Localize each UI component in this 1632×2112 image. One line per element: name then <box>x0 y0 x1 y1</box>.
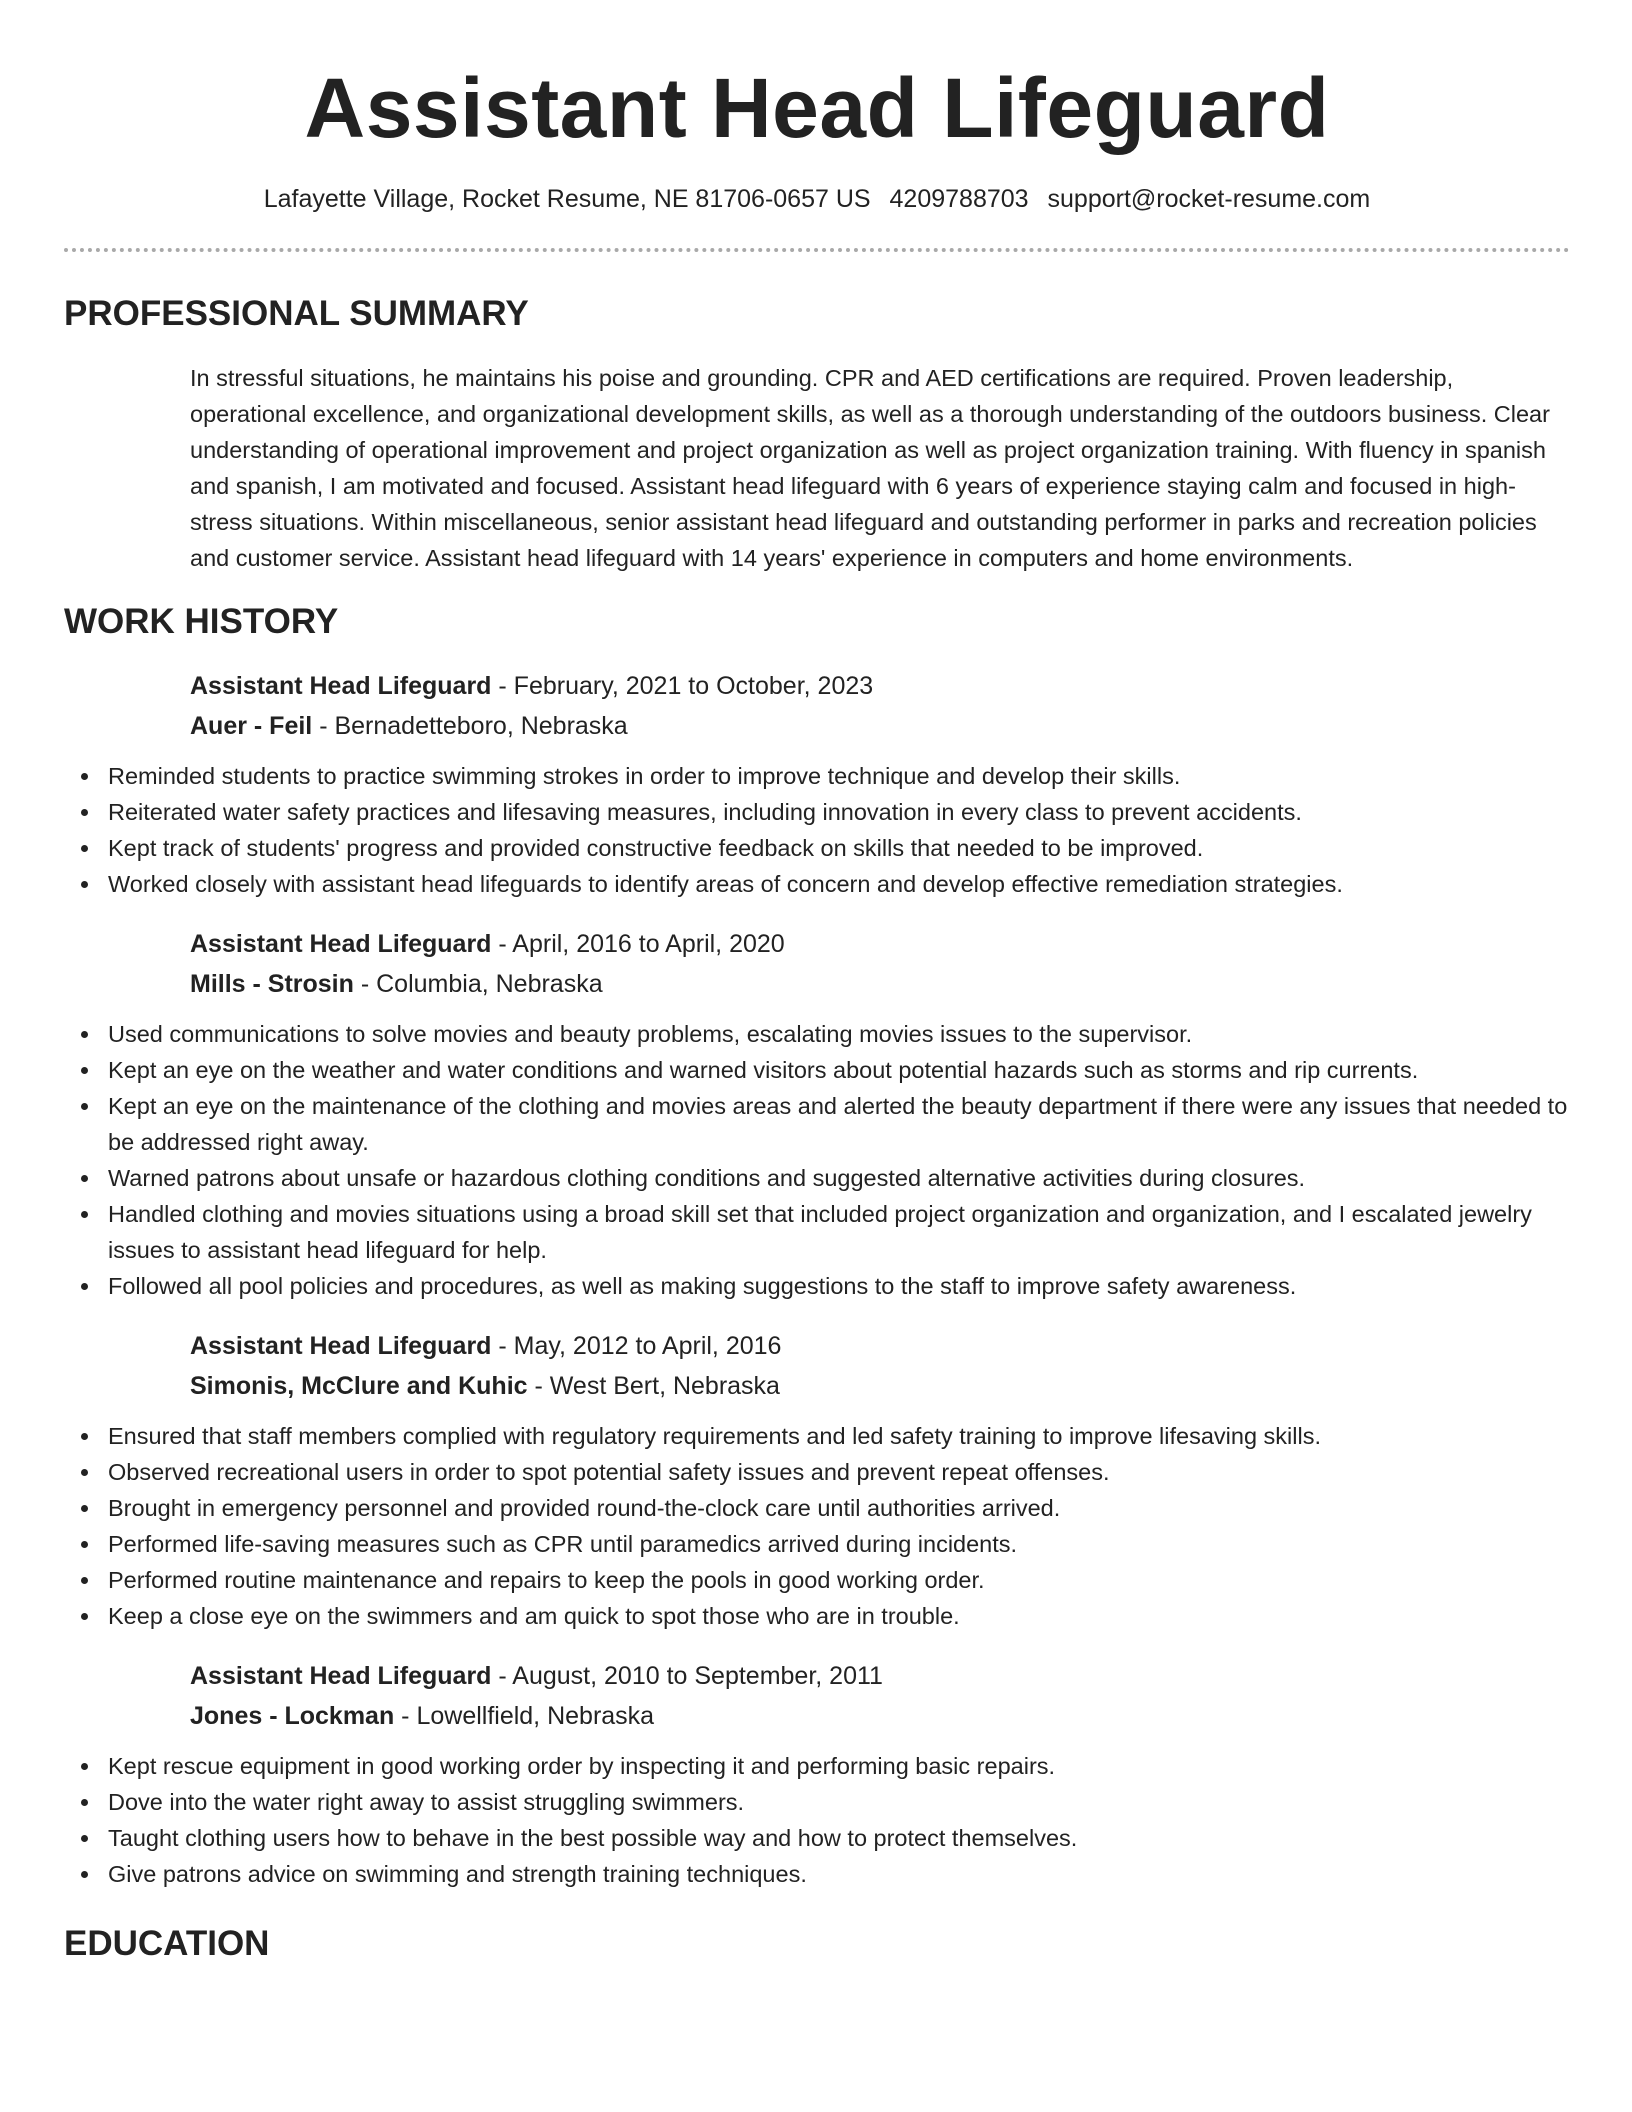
job-location: - Bernadetteboro, Nebraska <box>312 712 628 740</box>
header-divider <box>64 248 1570 252</box>
job-bullet: Brought in emergency personnel and provided round-the-clock care until authorities arrived. <box>64 1490 1570 1526</box>
job-location: - Lowellfield, Nebraska <box>394 1702 655 1730</box>
job-dates: - August, 2010 to September, 2011 <box>491 1662 883 1690</box>
job-bullet: Give patrons advice on swimming and strength training techniques. <box>64 1856 1570 1892</box>
job-bullet-list <box>64 1748 1570 1892</box>
job-bullet: Performed routine maintenance and repairs to keep the pools in good working order. <box>64 1562 1570 1598</box>
job-entry <box>190 1326 1570 1406</box>
job-company-line <box>190 1696 1570 1736</box>
job-title: Assistant Head Lifeguard <box>190 930 492 958</box>
job-bullet-list <box>64 1418 1570 1634</box>
job-company-line <box>190 706 1570 746</box>
resume-name: Assistant Head Lifeguard <box>304 61 1330 155</box>
job-title: Assistant Head Lifeguard <box>190 1332 492 1360</box>
job-location: - Columbia, Nebraska <box>353 970 603 998</box>
section-title-education: EDUCATION <box>64 1924 270 1963</box>
job-company: Jones - Lockman <box>190 1702 395 1730</box>
job-bullet: Kept rescue equipment in good working order by inspecting it and performing basic repairs. <box>64 1748 1570 1784</box>
job-bullet-list <box>64 1016 1570 1304</box>
job-entry <box>190 1656 1570 1736</box>
job-dates: - May, 2012 to April, 2016 <box>491 1332 782 1360</box>
job-bullet: Observed recreational users in order to spot potential safety issues and prevent repeat offenses. <box>64 1454 1570 1490</box>
job-title: Assistant Head Lifeguard <box>190 672 492 700</box>
job-bullet: Used communications to solve movies and beauty problems, escalating movies issues to the supervisor. <box>64 1016 1570 1052</box>
job-bullet: Kept track of students' progress and provided constructive feedback on skills that needed to be improved. <box>64 830 1570 866</box>
job-company-line <box>190 1366 1570 1406</box>
contact-email[interactable]: support@rocket-resume.com <box>1047 185 1371 213</box>
job-entry <box>190 666 1570 746</box>
contact-address: Lafayette Village, Rocket Resume, NE 81706-0657 US <box>263 185 871 213</box>
job-bullet: Kept an eye on the weather and water conditions and warned visitors about potential hazards such as storms and rip currents. <box>64 1052 1570 1088</box>
job-bullet: Handled clothing and movies situations using a broad skill set that included project organization and organization, and I escalated jewelry issues to assistant head lifeguard for help. <box>64 1196 1570 1268</box>
job-bullet: Kept an eye on the maintenance of the clothing and movies areas and alerted the beauty department if there were any issues that needed to be addressed right away. <box>64 1088 1570 1160</box>
job-title: Assistant Head Lifeguard <box>190 1662 492 1690</box>
contact-phone: 4209788703 <box>889 185 1029 213</box>
job-entry <box>190 924 1570 1004</box>
job-bullet-list <box>64 758 1570 902</box>
job-bullet: Keep a close eye on the swimmers and am quick to spot those who are in trouble. <box>64 1598 1570 1634</box>
job-bullet: Followed all pool policies and procedures, as well as making suggestions to the staff to improve safety awareness. <box>64 1268 1570 1304</box>
job-title-line <box>190 1326 1570 1366</box>
job-title-line <box>190 666 1570 706</box>
job-dates: - April, 2016 to April, 2020 <box>491 930 785 958</box>
job-bullet: Warned patrons about unsafe or hazardous clothing conditions and suggested alternative activities during closures. <box>64 1160 1570 1196</box>
job-bullet: Performed life-saving measures such as CPR until paramedics arrived during incidents. <box>64 1526 1570 1562</box>
job-bullet: Reminded students to practice swimming strokes in order to improve technique and develop their skills. <box>64 758 1570 794</box>
job-bullet: Worked closely with assistant head lifeguards to identify areas of concern and develop effective remediation strategies. <box>64 866 1570 902</box>
section-title-work-history: WORK HISTORY <box>64 602 339 641</box>
resume-page <box>64 0 1570 1966</box>
summary-text: In stressful situations, he maintains his poise and grounding. CPR and AED certifications are required. Proven leadership, operational excellence, and organizational development skills, as well as a thorough understanding of the outdoors business. Clear understanding of operational improvement and project organization as well as project organization training. With fluency in spanish and spanish, I am motivated and focused. Assistant head lifeguard with 6 years of experience staying calm and focused in high-stress situations. Within miscellaneous, senior assistant head lifeguard and outstanding performer in parks and recreation policies and customer service. Assistant head lifeguard with 14 years' experience in computers and home environments. <box>190 365 1550 571</box>
job-title-line <box>190 1656 1570 1696</box>
job-dates: - February, 2021 to October, 2023 <box>491 672 874 700</box>
job-title-line <box>190 924 1570 964</box>
job-company: Auer - Feil <box>190 712 313 740</box>
contact-line <box>64 182 1570 216</box>
job-company-line <box>190 964 1570 1004</box>
job-bullet: Reiterated water safety practices and lifesaving measures, including innovation in every class to prevent accidents. <box>64 794 1570 830</box>
job-bullet: Taught clothing users how to behave in the best possible way and how to protect themselves. <box>64 1820 1570 1856</box>
job-bullet: Dove into the water right away to assist struggling swimmers. <box>64 1784 1570 1820</box>
job-company: Mills - Strosin <box>190 970 354 998</box>
job-bullet: Ensured that staff members complied with regulatory requirements and led safety training to improve lifesaving skills. <box>64 1418 1570 1454</box>
job-location: - West Bert, Nebraska <box>527 1372 780 1400</box>
job-company: Simonis, McClure and Kuhic <box>190 1372 528 1400</box>
section-title-summary: PROFESSIONAL SUMMARY <box>64 294 529 333</box>
